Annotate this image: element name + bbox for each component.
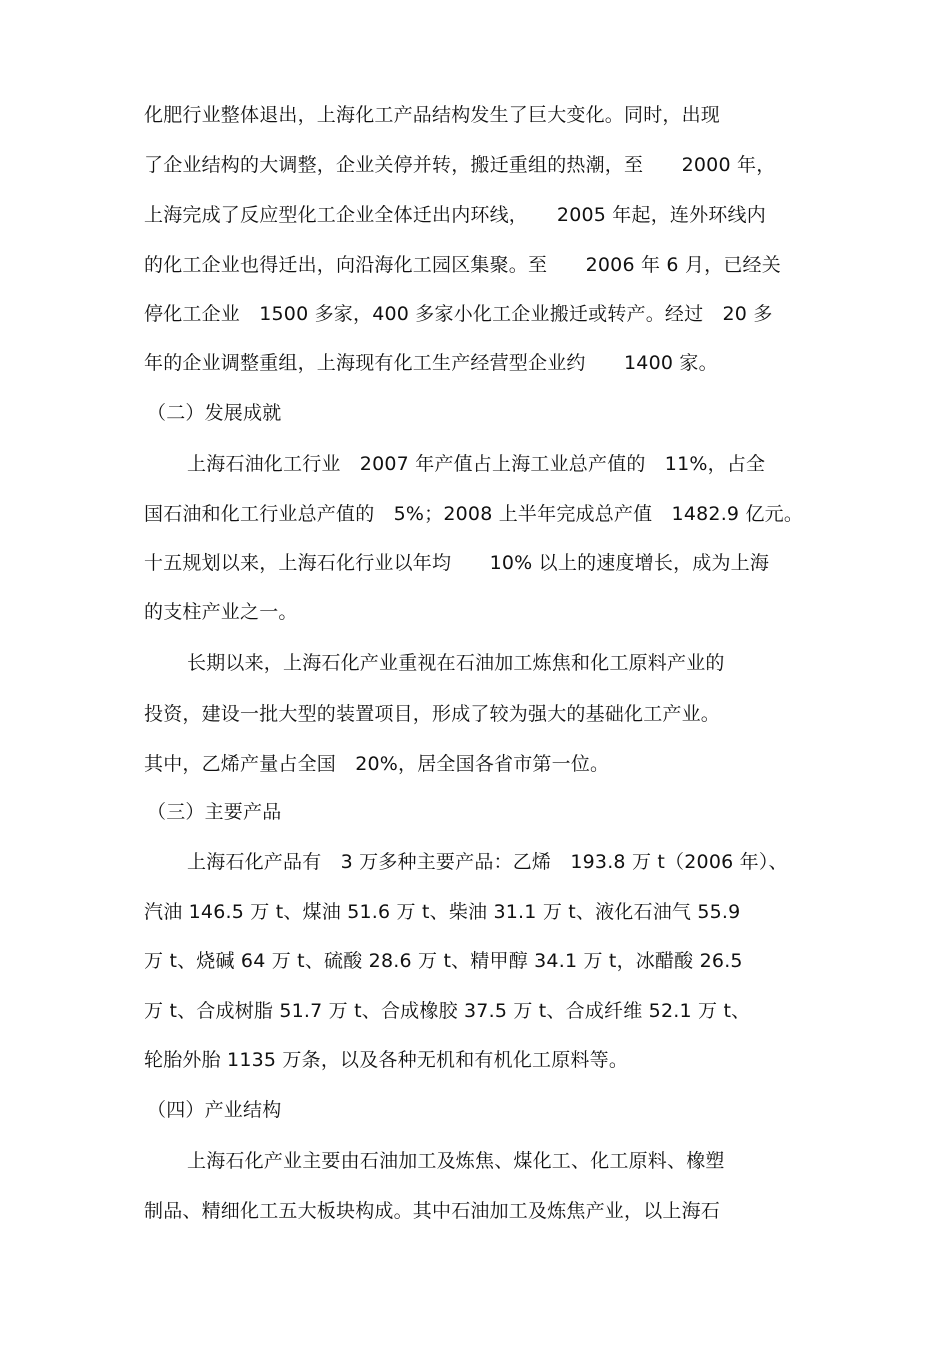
body-line: 制品、精细化工五大板块构成。其中石油加工及炼焦产业，以上海石 — [144, 1200, 721, 1222]
body-line: 的支柱产业之一。 — [144, 601, 298, 623]
paragraph-first-line: 上海石油化工行业 2007 年产值占上海工业总产值的 11%，占全 — [187, 453, 766, 475]
body-line: 十五规划以来，上海石化行业以年均 10% 以上的速度增长，成为上海 — [144, 552, 770, 574]
body-line: 年的企业调整重组，上海现有化工生产经营型企业约 1400 家。 — [144, 352, 718, 374]
body-line: 万 t、烧碱 64 万 t、硫酸 28.6 万 t、精甲醇 34.1 万 t，冰醋酸 26.5 — [144, 950, 743, 972]
body-line: 投资，建设一批大型的装置项目，形成了较为强大的基础化工产业。 — [144, 703, 721, 725]
body-line: 的化工企业也得迁出，向沿海化工园区集聚。至 2006 年 6 月，已经关 — [144, 254, 781, 276]
body-line: 化肥行业整体退出，上海化工产品结构发生了巨大变化。同时，出现 — [144, 104, 721, 126]
paragraph-first-line: 上海石化产品有 3 万多种主要产品：乙烯 193.8 万 t（2006 年）、 — [187, 851, 788, 873]
body-line: 上海完成了反应型化工企业全体迁出内环线， 2005 年起，连外环线内 — [144, 204, 766, 226]
paragraph-first-line: 长期以来，上海石化产业重视在石油加工炼焦和化工原料产业的 — [187, 652, 725, 674]
body-line: 汽油 146.5 万 t、煤油 51.6 万 t、柴油 31.1 万 t、液化石油气 55.9 — [144, 901, 741, 923]
section-heading: （三）主要产品 — [147, 801, 282, 823]
body-line: 其中，乙烯产量占全国 20%，居全国各省市第一位。 — [144, 753, 610, 775]
paragraph-first-line: 上海石化产业主要由石油加工及炼焦、煤化工、化工原料、橡塑 — [187, 1150, 725, 1172]
body-line: 万 t、合成树脂 51.7 万 t、合成橡胶 37.5 万 t、合成纤维 52.1 万 t、 — [144, 1000, 751, 1022]
body-line: 国石油和化工行业总产值的 5%；2008 上半年完成总产值 1482.9 亿元。 — [144, 503, 804, 525]
section-heading: （四）产业结构 — [147, 1099, 282, 1121]
body-line: 停化工企业 1500 多家，400 多家小化工企业搬迁或转产。经过 20 多 — [144, 303, 773, 325]
section-heading: （二）发展成就 — [147, 402, 282, 424]
body-line: 了企业结构的大调整，企业关停并转，搬迁重组的热潮，至 2000 年， — [144, 154, 776, 176]
body-line: 轮胎外胎 1135 万条，以及各种无机和有机化工原料等。 — [144, 1049, 629, 1071]
